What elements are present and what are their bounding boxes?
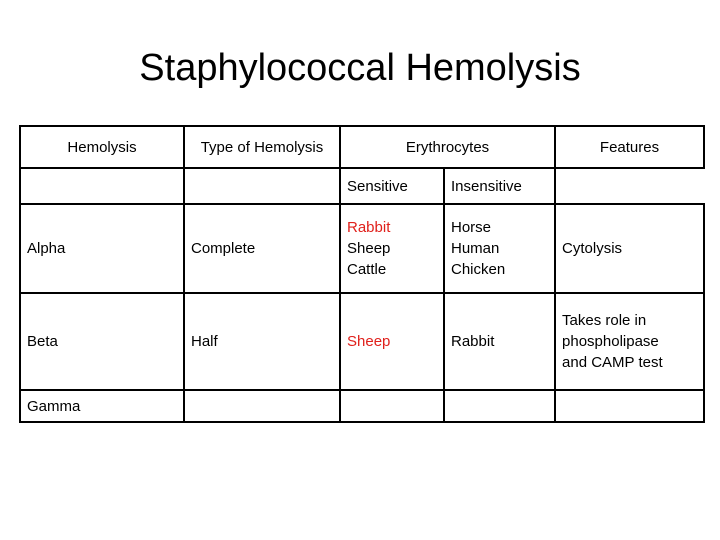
feature-item: Cytolysis (562, 240, 623, 257)
sensitive-item: Rabbit (347, 219, 391, 236)
insensitive-item: Rabbit (451, 333, 495, 350)
cell-insensitive (444, 390, 555, 422)
insensitive-item: Horse (451, 219, 492, 236)
sensitive-item: Cattle (347, 261, 387, 278)
cell-hemolysis: Alpha (20, 204, 184, 293)
insensitive-item: Chicken (451, 261, 506, 278)
feature-item: Takes role in (562, 312, 647, 329)
cell-features (555, 390, 704, 422)
slide-title: Staphylococcal Hemolysis (139, 47, 581, 89)
header-erythrocytes: Erythrocytes (340, 126, 555, 168)
cell-insensitive (444, 204, 555, 293)
sensitive-item: Sheep (347, 333, 391, 350)
cell-insensitive (444, 293, 555, 390)
cell-type: Half (184, 293, 340, 390)
table-header-row (20, 126, 704, 168)
header-type-of-hemolysis: Type of Hemolysis (184, 126, 340, 168)
cell-sensitive (340, 204, 444, 293)
cell-hemolysis: Gamma (20, 390, 184, 422)
header-sensitive: Sensitive (340, 168, 444, 204)
subheader-empty-cell (555, 168, 704, 204)
subheader-empty-cell (20, 168, 184, 204)
cell-features (555, 293, 704, 390)
cell-hemolysis: Beta (20, 293, 184, 390)
sensitive-item: Sheep (347, 240, 391, 257)
cell-type (184, 390, 340, 422)
header-insensitive: Insensitive (444, 168, 555, 204)
cell-sensitive (340, 293, 444, 390)
table-row (20, 390, 704, 422)
cell-sensitive (340, 390, 444, 422)
feature-item: phospholipase (562, 333, 659, 350)
insensitive-item: Human (451, 240, 500, 257)
cell-type: Complete (184, 204, 340, 293)
hemolysis-table (19, 125, 705, 423)
cell-features (555, 204, 704, 293)
table-subheader-row (20, 168, 704, 204)
feature-item: and CAMP test (562, 354, 663, 371)
table-row (20, 293, 704, 390)
table-row (20, 204, 704, 293)
subheader-empty-cell (184, 168, 340, 204)
header-features: Features (555, 126, 704, 168)
header-hemolysis: Hemolysis (20, 126, 184, 168)
